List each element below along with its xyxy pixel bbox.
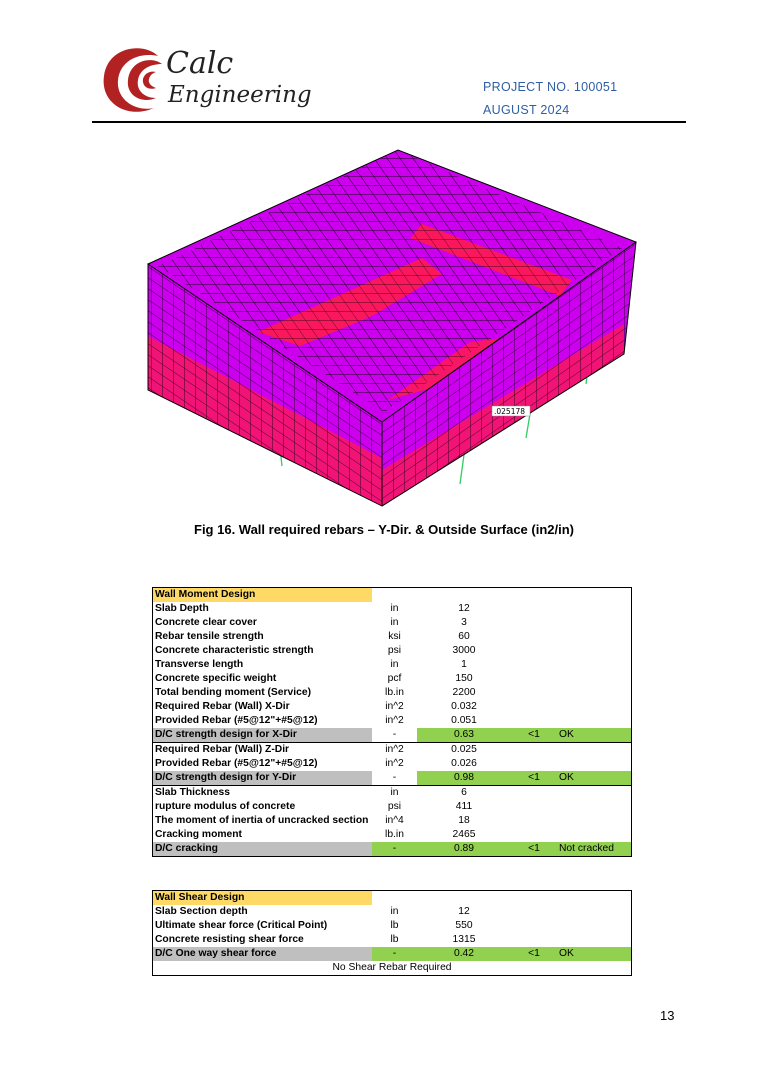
row-limit: [511, 616, 557, 630]
row-limit: [511, 757, 557, 771]
table-note-row: [153, 961, 632, 976]
row-limit: [511, 919, 557, 933]
row-limit: [511, 933, 557, 947]
row-status: [557, 630, 632, 644]
row-unit: in: [390, 906, 399, 917]
row-label: Slab Depth: [155, 603, 209, 614]
row-value: 12: [458, 603, 470, 614]
page-number: 13: [660, 1008, 675, 1023]
project-number: PROJECT NO. 100051: [483, 80, 618, 94]
row-label: D/C cracking: [153, 842, 373, 857]
row-status: Not cracked: [557, 842, 632, 857]
company-logo: [96, 42, 312, 118]
row-limit: [511, 686, 557, 700]
row-limit: [511, 644, 557, 658]
row-value: 411: [455, 801, 473, 812]
logo-text-calc: Calc: [166, 46, 234, 81]
row-value: 150: [455, 673, 473, 684]
row-unit: psi: [387, 645, 402, 656]
row-status: [557, 686, 632, 700]
table-row: [153, 800, 632, 814]
row-unit: in^2: [385, 715, 404, 726]
row-limit: <1: [511, 771, 557, 786]
wall-shear-design-table: [152, 890, 632, 976]
row-unit: lb.in: [385, 687, 404, 698]
row-limit: [511, 700, 557, 714]
row-value: 3000: [452, 645, 476, 656]
row-unit: in: [390, 617, 399, 628]
row-status: OK: [557, 947, 632, 961]
row-status: [557, 933, 632, 947]
row-unit: -: [392, 729, 397, 740]
row-value: 3: [461, 617, 467, 628]
table-row: [153, 700, 632, 714]
row-status: [557, 714, 632, 728]
row-limit: <1: [511, 728, 557, 743]
row-status: [557, 644, 632, 658]
row-label: Rebar tensile strength: [155, 631, 264, 642]
header-rule: [92, 121, 686, 123]
table-row: [153, 602, 632, 616]
row-unit: ksi: [388, 631, 401, 642]
wall-moment-design-table: [152, 587, 632, 857]
row-label: D/C strength design for X-Dir: [153, 728, 373, 743]
row-label: Slab Thickness: [153, 786, 373, 801]
row-value: 2465: [452, 829, 476, 840]
empty-cell: [417, 588, 511, 603]
row-limit: [511, 905, 557, 919]
row-value: 0.032: [451, 701, 477, 712]
table-row: [153, 771, 632, 786]
row-unit: -: [392, 772, 397, 783]
row-label: Provided Rebar (#5@12"+#5@12): [155, 715, 318, 726]
row-limit: [511, 658, 557, 672]
row-label: Ultimate shear force (Critical Point): [155, 920, 328, 931]
row-limit: [511, 786, 557, 801]
row-label: Required Rebar (Wall) Z-Dir: [153, 743, 373, 758]
row-limit: <1: [511, 947, 557, 961]
empty-cell: [557, 588, 632, 603]
row-unit: in^2: [372, 743, 417, 758]
row-label: D/C One way shear force: [153, 947, 373, 961]
empty-cell: [372, 588, 417, 603]
row-value: 0.026: [451, 758, 477, 769]
shear-note: No Shear Rebar Required: [332, 962, 452, 973]
row-status: [557, 602, 632, 616]
row-limit: [511, 814, 557, 828]
logo-text-engineering: Engineering: [168, 82, 312, 108]
row-unit: -: [372, 842, 417, 857]
row-value: 550: [455, 920, 473, 931]
table-row: [153, 743, 632, 758]
row-label: Cracking moment: [155, 829, 242, 840]
logo-swirl-icon: [96, 42, 176, 118]
row-unit: in^2: [385, 758, 404, 769]
table-row: [153, 630, 632, 644]
row-status: [557, 828, 632, 842]
row-status: [557, 743, 632, 758]
row-value: 0.89: [417, 842, 511, 857]
row-status: [557, 814, 632, 828]
empty-cell: [557, 891, 632, 906]
table-row: [153, 786, 632, 801]
row-label: Concrete resisting shear force: [155, 934, 304, 945]
row-limit: [511, 630, 557, 644]
callout-text: .025178: [494, 407, 526, 416]
table-row: [153, 686, 632, 700]
row-status: [557, 757, 632, 771]
table-row: [153, 814, 632, 828]
empty-cell: [511, 891, 557, 906]
row-unit: -: [372, 947, 417, 961]
row-unit: psi: [387, 801, 402, 812]
row-status: [557, 800, 632, 814]
row-value: 0.42: [417, 947, 511, 961]
row-status: [557, 919, 632, 933]
row-value: 2200: [452, 687, 476, 698]
table-header-row: [153, 891, 632, 906]
row-value: 1: [461, 659, 467, 670]
row-status: OK: [557, 771, 632, 786]
row-label: D/C strength design for Y-Dir: [153, 771, 373, 786]
wall-rebar-figure: [140, 140, 640, 515]
row-unit: in^4: [385, 815, 404, 826]
row-limit: [511, 714, 557, 728]
row-value: 18: [458, 815, 470, 826]
table-row: [153, 933, 632, 947]
row-label: Concrete specific weight: [155, 673, 277, 684]
table-row: [153, 616, 632, 630]
row-status: [557, 700, 632, 714]
row-limit: [511, 800, 557, 814]
row-limit: [511, 743, 557, 758]
empty-cell: [417, 891, 511, 906]
row-value: 60: [458, 631, 470, 642]
table-row: [153, 714, 632, 728]
row-limit: <1: [511, 842, 557, 857]
table-title: Wall Moment Design: [153, 588, 373, 603]
table-row: [153, 947, 632, 961]
table-header-row: [153, 588, 632, 603]
figure-caption: Fig 16. Wall required rebars – Y-Dir. & Outside Surface (in2/in): [194, 522, 574, 537]
row-limit: [511, 672, 557, 686]
row-status: [557, 658, 632, 672]
row-label: Required Rebar (Wall) X-Dir: [155, 701, 290, 712]
table-title: Wall Shear Design: [153, 891, 373, 906]
row-unit: lb.in: [385, 829, 404, 840]
fe-mesh-model: [140, 140, 640, 515]
table-row: [153, 842, 632, 857]
table-row: [153, 828, 632, 842]
row-value: 0.98: [417, 771, 511, 786]
row-label: The moment of inertia of uncracked section: [155, 815, 369, 826]
row-unit: lb: [390, 920, 399, 931]
row-status: [557, 616, 632, 630]
row-label: rupture modulus of concrete: [155, 801, 296, 812]
row-label: Concrete clear cover: [155, 617, 257, 628]
row-unit: in: [390, 659, 399, 670]
row-value: 0.025: [417, 743, 511, 758]
row-limit: [511, 828, 557, 842]
row-unit: in^2: [385, 701, 404, 712]
row-value: 12: [458, 906, 470, 917]
table-row: [153, 757, 632, 771]
row-label: Provided Rebar (#5@12"+#5@12): [155, 758, 318, 769]
row-value: 6: [417, 786, 511, 801]
table-row: [153, 644, 632, 658]
row-status: [557, 905, 632, 919]
report-date: AUGUST 2024: [483, 103, 570, 117]
table-row: [153, 672, 632, 686]
empty-cell: [372, 891, 417, 906]
row-unit: pcf: [387, 673, 402, 684]
table-row: [153, 728, 632, 743]
table-row: [153, 658, 632, 672]
value-callout: [492, 406, 530, 416]
row-label: Total bending moment (Service): [155, 687, 311, 698]
row-status: [557, 786, 632, 801]
row-unit: lb: [390, 934, 399, 945]
row-unit: in: [372, 786, 417, 801]
empty-cell: [511, 588, 557, 603]
row-label: Concrete characteristic strength: [155, 645, 314, 656]
row-label: Transverse length: [155, 659, 244, 670]
table-row: [153, 905, 632, 919]
row-label: Slab Section depth: [155, 906, 248, 917]
row-status: OK: [557, 728, 632, 743]
row-status: [557, 672, 632, 686]
row-value: 0.63: [417, 728, 511, 743]
row-value: 0.051: [451, 715, 477, 726]
row-value: 1315: [452, 934, 476, 945]
row-unit: in: [390, 603, 399, 614]
table-row: [153, 919, 632, 933]
row-limit: [511, 602, 557, 616]
